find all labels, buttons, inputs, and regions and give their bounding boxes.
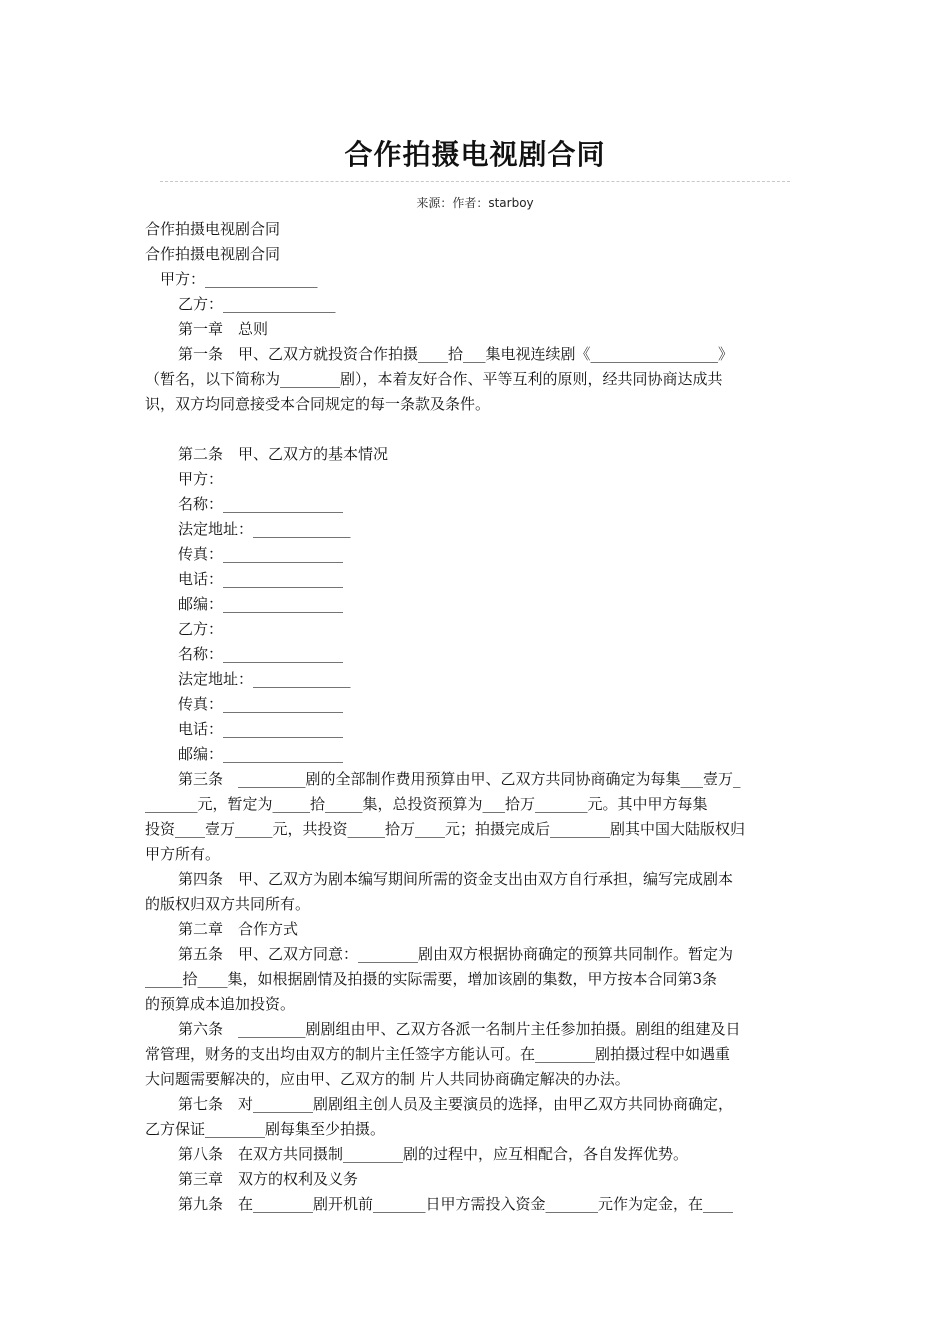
contract-line: 第六条 _________剧剧组由甲、乙双方各派一名制片主任参加拍摄。剧组的组建及日 [178, 1020, 741, 1038]
contract-line: 法定地址：_____________ [178, 670, 351, 688]
contract-line: 法定地址：_____________ [178, 520, 351, 538]
contract-line: 合作拍摄电视剧合同 [145, 245, 281, 263]
contract-line: 第四条 甲、乙双方为剧本编写期间所需的资金支出由双方自行承担，编写完成剧本 [178, 870, 734, 888]
contract-line: 第五条 甲、乙双方同意：________剧由双方根据协商确定的预算共同制作。暂定为 [178, 945, 734, 963]
contract-line: 第一条 甲、乙双方就投资合作拍摄____拾___集电视连续剧《_________________》 [178, 345, 734, 363]
document-title: 合作拍摄电视剧合同 [344, 138, 606, 171]
contract-body [145, 217, 805, 1217]
contract-line: 第三条 _________剧的全部制作费用预算由甲、乙双方共同协商确定为每集___壹万_ [178, 770, 741, 788]
contract-line: _______元，暂定为_____拾_____集，总投资预算为___拾万_______元。其中甲方每集 [145, 795, 708, 813]
contract-line: 第七条 对________剧剧组主创人员及主要演员的选择，由甲乙双方共同协商确定， [178, 1095, 734, 1113]
contract-line: 的预算成本追加投资。 [145, 995, 296, 1013]
contract-line: _____拾____集，如根据剧情及拍摄的实际需要，增加该剧的集数，甲方按本合同第3条 [145, 970, 718, 988]
contract-line: 识，双方均同意接受本合同规定的每一条款及条件。 [145, 395, 491, 413]
contract-line: 第一章 总则 [178, 320, 269, 338]
contract-line: 传真：________________ [178, 695, 344, 713]
contract-line: 电话：________________ [178, 720, 344, 738]
contract-line: 邮编：________________ [178, 595, 344, 613]
contract-line: 乙方：_______________ [178, 295, 336, 313]
contract-line: 第二条 甲、乙双方的基本情况 [178, 445, 389, 463]
contract-line: 第三章 双方的权利及义务 [178, 1170, 359, 1188]
contract-line: 第九条 在________剧开机前_______日甲方需投入资金_______元作为定金，在____ [178, 1195, 734, 1213]
contract-line: 甲方：_______________ [160, 270, 318, 288]
contract-line: （暂名，以下简称为________剧），本着友好合作、平等互利的原则，经共同协商达成共 [145, 370, 723, 388]
contract-line: 电话：________________ [178, 570, 344, 588]
title-divider [160, 181, 790, 182]
contract-line: 乙方保证________剧每集至少拍摄。 [145, 1120, 386, 1138]
contract-line: 邮编：________________ [178, 745, 344, 763]
contract-line [145, 417, 805, 442]
contract-line: 的版权归双方共同所有。 [145, 895, 311, 913]
contract-line: 第二章 合作方式 [178, 920, 299, 938]
contract-line: 甲方所有。 [145, 845, 221, 863]
contract-line: 常管理，财务的支出均由双方的制片主任签字方能认可。在________剧拍摄过程中如遇重 [145, 1045, 731, 1063]
contract-line: 合作拍摄电视剧合同 [145, 220, 281, 238]
contract-line: 乙方： [178, 620, 224, 638]
contract-line: 传真：________________ [178, 545, 344, 563]
contract-line: 名称：________________ [178, 645, 344, 663]
contract-line: 甲方： [178, 470, 224, 488]
contract-line: 第八条 在双方共同摄制________剧的过程中，应互相配合，各自发挥优势。 [178, 1145, 689, 1163]
contract-line: 名称：________________ [178, 495, 344, 513]
contract-line: 投资____壹万_____元，共投资_____拾万____元；拍摄完成后________剧其中国大陆版权归 [145, 820, 746, 838]
contract-line: 大问题需要解决的，应由甲、乙双方的制 片人共同协商确定解决的办法。 [145, 1070, 630, 1088]
source-line: 来源：作者：starboy [416, 196, 534, 210]
